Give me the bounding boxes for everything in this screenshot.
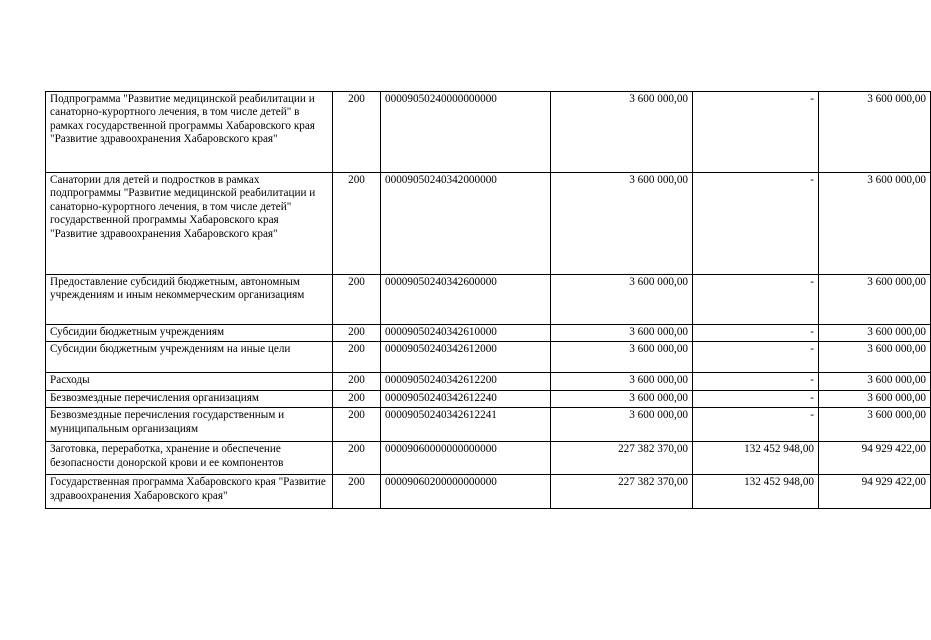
row-kcsr: 00009050240342612200 xyxy=(381,373,551,390)
table-row xyxy=(46,92,931,173)
table-row xyxy=(46,275,931,325)
row-kcsr: 00009050240342600000 xyxy=(381,275,551,325)
row-executed: - xyxy=(693,173,819,275)
row-kcsr: 00009050240342612000 xyxy=(381,342,551,373)
row-assigned: 227 382 370,00 xyxy=(551,475,693,509)
row-assigned: 3 600 000,00 xyxy=(551,275,693,325)
row-assigned: 3 600 000,00 xyxy=(551,325,693,342)
row-kcsr: 00009050240342612240 xyxy=(381,390,551,407)
row-unexecuted: 3 600 000,00 xyxy=(819,325,931,342)
table-row xyxy=(46,173,931,275)
row-code: 200 xyxy=(333,475,381,509)
row-name: Субсидии бюджетным учреждениям xyxy=(46,325,333,342)
row-name: Государственная программа Хабаровского края "Развитие здравоохранения Хабаровского края" xyxy=(46,475,333,509)
table-row xyxy=(46,442,931,475)
row-executed: 132 452 948,00 xyxy=(693,475,819,509)
row-kcsr: 00009050240000000000 xyxy=(381,92,551,173)
row-assigned: 227 382 370,00 xyxy=(551,442,693,475)
table-row xyxy=(46,325,931,342)
row-name: Предоставление субсидий бюджетным, автономным учреждениям и иным некоммерческим организациям xyxy=(46,275,333,325)
row-code: 200 xyxy=(333,390,381,407)
row-assigned: 3 600 000,00 xyxy=(551,390,693,407)
row-assigned: 3 600 000,00 xyxy=(551,173,693,275)
row-name: Безвозмездные перечисления организациям xyxy=(46,390,333,407)
row-code: 200 xyxy=(333,408,381,442)
row-code: 200 xyxy=(333,92,381,173)
table-row xyxy=(46,475,931,509)
row-executed: - xyxy=(693,92,819,173)
row-code: 200 xyxy=(333,342,381,373)
row-unexecuted: 3 600 000,00 xyxy=(819,408,931,442)
table-row xyxy=(46,408,931,442)
row-assigned: 3 600 000,00 xyxy=(551,92,693,173)
table-row xyxy=(46,342,931,373)
row-executed: - xyxy=(693,275,819,325)
row-executed: - xyxy=(693,408,819,442)
row-name: Субсидии бюджетным учреждениям на иные цели xyxy=(46,342,333,373)
row-executed: - xyxy=(693,325,819,342)
row-assigned: 3 600 000,00 xyxy=(551,408,693,442)
row-code: 200 xyxy=(333,442,381,475)
row-name: Безвозмездные перечисления государственным и муниципальным организациям xyxy=(46,408,333,442)
row-kcsr: 00009050240342610000 xyxy=(381,325,551,342)
row-code: 200 xyxy=(333,325,381,342)
row-code: 200 xyxy=(333,275,381,325)
row-name: Подпрограмма "Развитие медицинской реабилитации и санаторно-курортного лечения, в том числе детей" в рамках государственной программы Хабаровского края "Развитие здравоохранения Хабаровского края" xyxy=(46,92,333,173)
row-unexecuted: 3 600 000,00 xyxy=(819,373,931,390)
budget-table xyxy=(45,91,931,509)
row-code: 200 xyxy=(333,173,381,275)
row-executed: 132 452 948,00 xyxy=(693,442,819,475)
row-name: Заготовка, переработка, хранение и обеспечение безопасности донорской крови и ее компонентов xyxy=(46,442,333,475)
table-row xyxy=(46,390,931,407)
row-unexecuted: 3 600 000,00 xyxy=(819,390,931,407)
row-executed: - xyxy=(693,390,819,407)
row-kcsr: 00009050240342612241 xyxy=(381,408,551,442)
row-unexecuted: 3 600 000,00 xyxy=(819,173,931,275)
row-kcsr: 00009050240342000000 xyxy=(381,173,551,275)
row-unexecuted: 3 600 000,00 xyxy=(819,342,931,373)
row-name: Санатории для детей и подростков в рамках подпрограммы "Развитие медицинской реабилитации и санаторно-курортного лечения, в том числе детей" государственной программы Хабаровского края "Развитие здравоохранения Хабаровского края" xyxy=(46,173,333,275)
row-unexecuted: 94 929 422,00 xyxy=(819,475,931,509)
row-unexecuted: 3 600 000,00 xyxy=(819,275,931,325)
row-code: 200 xyxy=(333,373,381,390)
row-name: Расходы xyxy=(46,373,333,390)
row-kcsr: 00009060000000000000 xyxy=(381,442,551,475)
row-kcsr: 00009060200000000000 xyxy=(381,475,551,509)
row-unexecuted: 94 929 422,00 xyxy=(819,442,931,475)
row-unexecuted: 3 600 000,00 xyxy=(819,92,931,173)
row-executed: - xyxy=(693,342,819,373)
row-executed: - xyxy=(693,373,819,390)
row-assigned: 3 600 000,00 xyxy=(551,373,693,390)
row-assigned: 3 600 000,00 xyxy=(551,342,693,373)
table-row xyxy=(46,373,931,390)
